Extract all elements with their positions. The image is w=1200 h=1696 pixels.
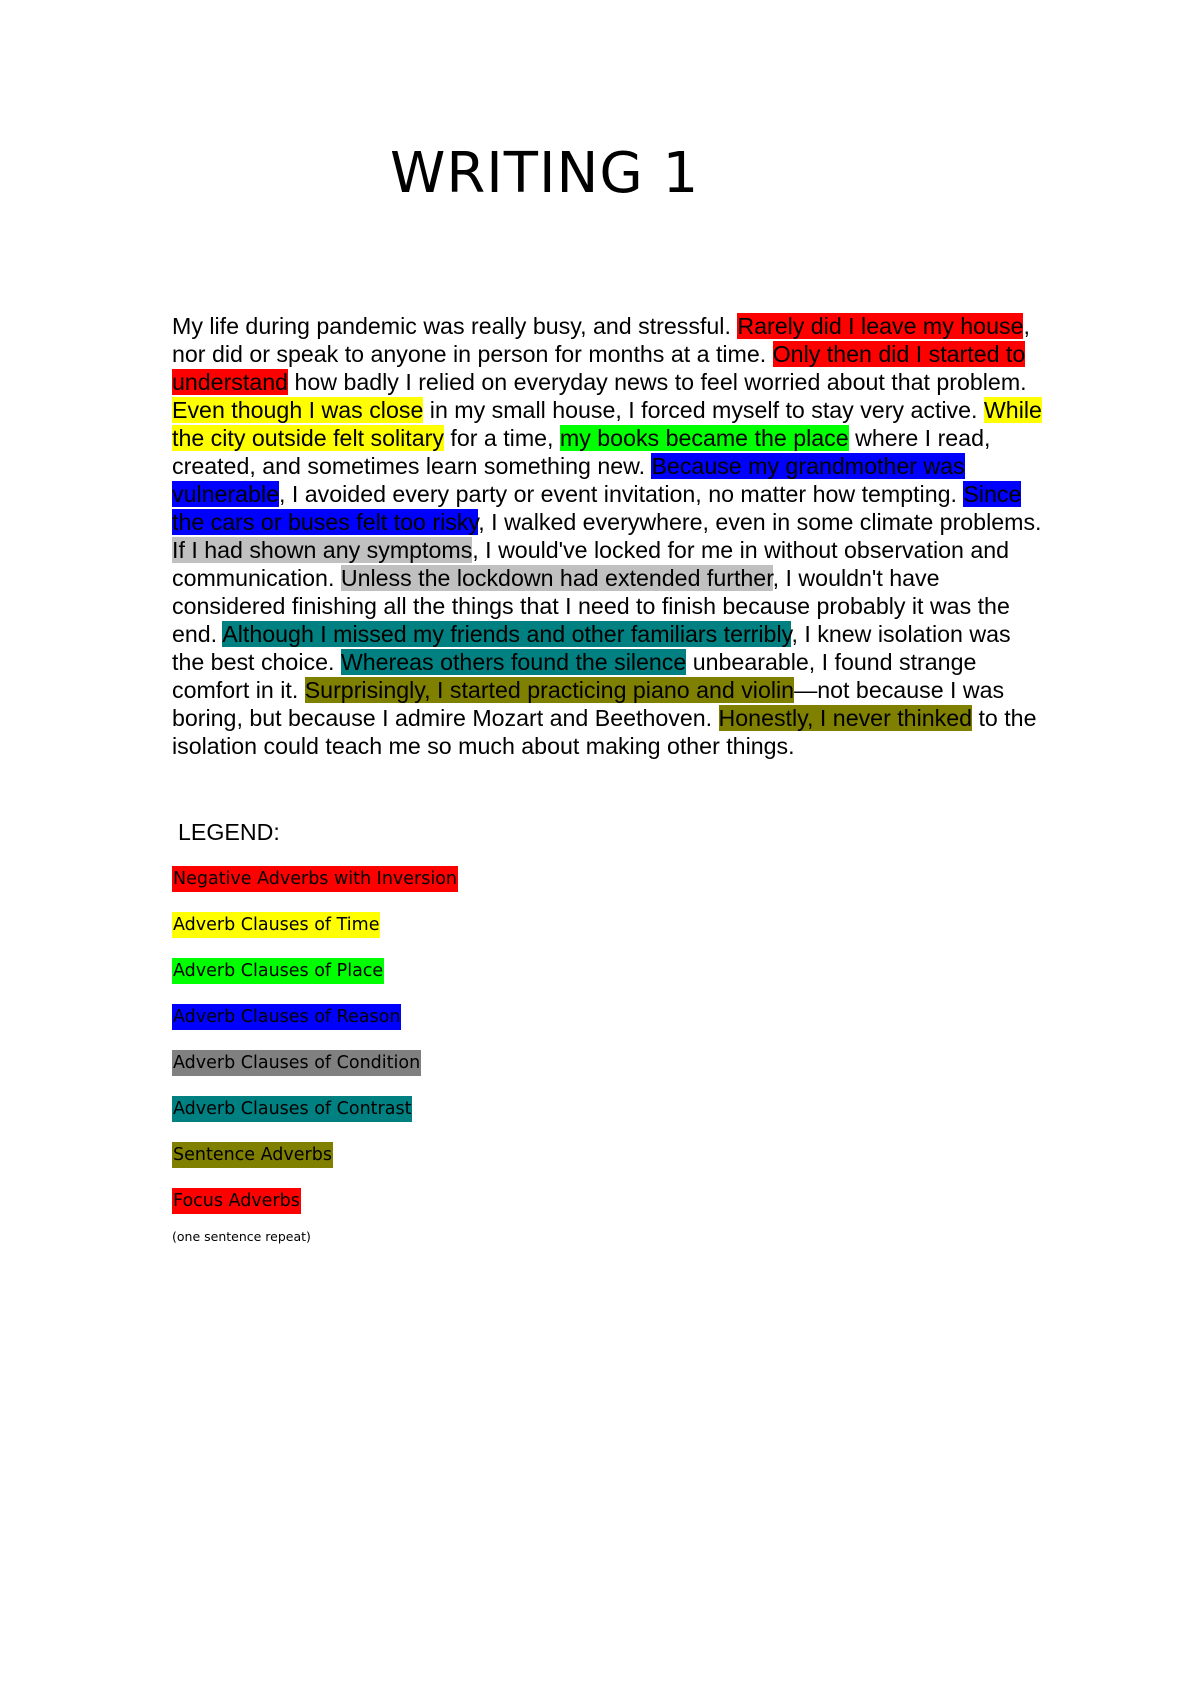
legend-chip-condition: Adverb Clauses of Condition [172, 1050, 421, 1076]
highlight-reason-clause: Because my grandmother was vulnerable [172, 453, 965, 507]
essay-text: for a time, [443, 425, 560, 451]
legend-chip-focus-adverbs: Focus Adverbs [172, 1188, 301, 1214]
essay-text: , I wouldn't have considered finishing all the things that I need to finish because probably it was the end. [172, 565, 1010, 647]
highlight-contrast-clause: Although I missed my friends and other familiars terribly [222, 621, 792, 647]
essay-text: My life during pandemic was really busy, and stressful. [172, 313, 738, 339]
highlight-condition-clause: If I had shown any symptoms [172, 537, 473, 563]
legend-item [172, 866, 458, 912]
legend-chip-place: Adverb Clauses of Place [172, 958, 384, 984]
highlight-negative-inversion: Only then did I started to understand [172, 341, 1026, 395]
legend-chip-sentence-adverbs: Sentence Adverbs [172, 1142, 333, 1168]
highlight-reason-clause: Since the cars or buses felt too risky [172, 481, 1022, 535]
legend-chip-contrast: Adverb Clauses of Contrast [172, 1096, 412, 1122]
essay-text: in my small house, I forced myself to stay very active. [423, 397, 984, 423]
highlight-time-clause: Even though I was close [172, 397, 424, 423]
essay-text: how badly I relied on everyday news to feel worried about that problem. [288, 369, 1027, 395]
legend-note: (one sentence repeat) [172, 1229, 311, 1244]
legend-chip-time: Adverb Clauses of Time [172, 912, 380, 938]
essay-text: to the isolation could teach me so much about making other things. [172, 705, 1037, 759]
highlight-place-clause: my books became the place [559, 425, 849, 451]
essay-text: unbearable, I found strange comfort in it. [172, 649, 977, 703]
highlight-negative-inversion: Rarely did I leave my house [737, 313, 1024, 339]
legend-item [172, 1142, 458, 1188]
document-title: WRITING 1 [390, 141, 700, 206]
legend-chip-reason: Adverb Clauses of Reason [172, 1004, 401, 1030]
legend-item [172, 958, 458, 1004]
highlight-condition-clause: Unless the lockdown had extended further [340, 565, 773, 591]
highlight-sentence-adverb: Surprisingly, I started practicing piano and violin [304, 677, 795, 703]
highlight-sentence-adverb: Honestly, I never thinked [718, 705, 973, 731]
legend-item [172, 1096, 458, 1142]
legend-item [172, 1050, 458, 1096]
legend-list [172, 866, 458, 1234]
highlight-contrast-clause: Whereas others found the silence [340, 649, 687, 675]
legend-title: LEGEND: [178, 819, 280, 845]
legend-item [172, 912, 458, 958]
highlight-time-clause: While the city outside felt solitary [172, 397, 1042, 451]
essay-text: —not because I was boring, but because I admire Mozart and Beethoven. [172, 677, 1005, 731]
essay-text: , I would've locked for me in without observation and communication. [172, 537, 1010, 591]
essay-text: , I avoided every party or event invitation, no matter how tempting. [279, 481, 964, 507]
essay-text: , I knew isolation was the best choice. [172, 621, 1011, 675]
essay-text: , I walked everywhere, even in some climate problems. [478, 509, 1042, 535]
legend-chip-negative-inversion: Negative Adverbs with Inversion [172, 866, 458, 892]
legend-item [172, 1188, 458, 1234]
essay-text: , nor did or speak to anyone in person for months at a time. [172, 313, 1030, 367]
essay-paragraph [172, 312, 1042, 760]
legend-item [172, 1004, 458, 1050]
essay-text: where I read, created, and sometimes learn something new. [172, 425, 991, 479]
